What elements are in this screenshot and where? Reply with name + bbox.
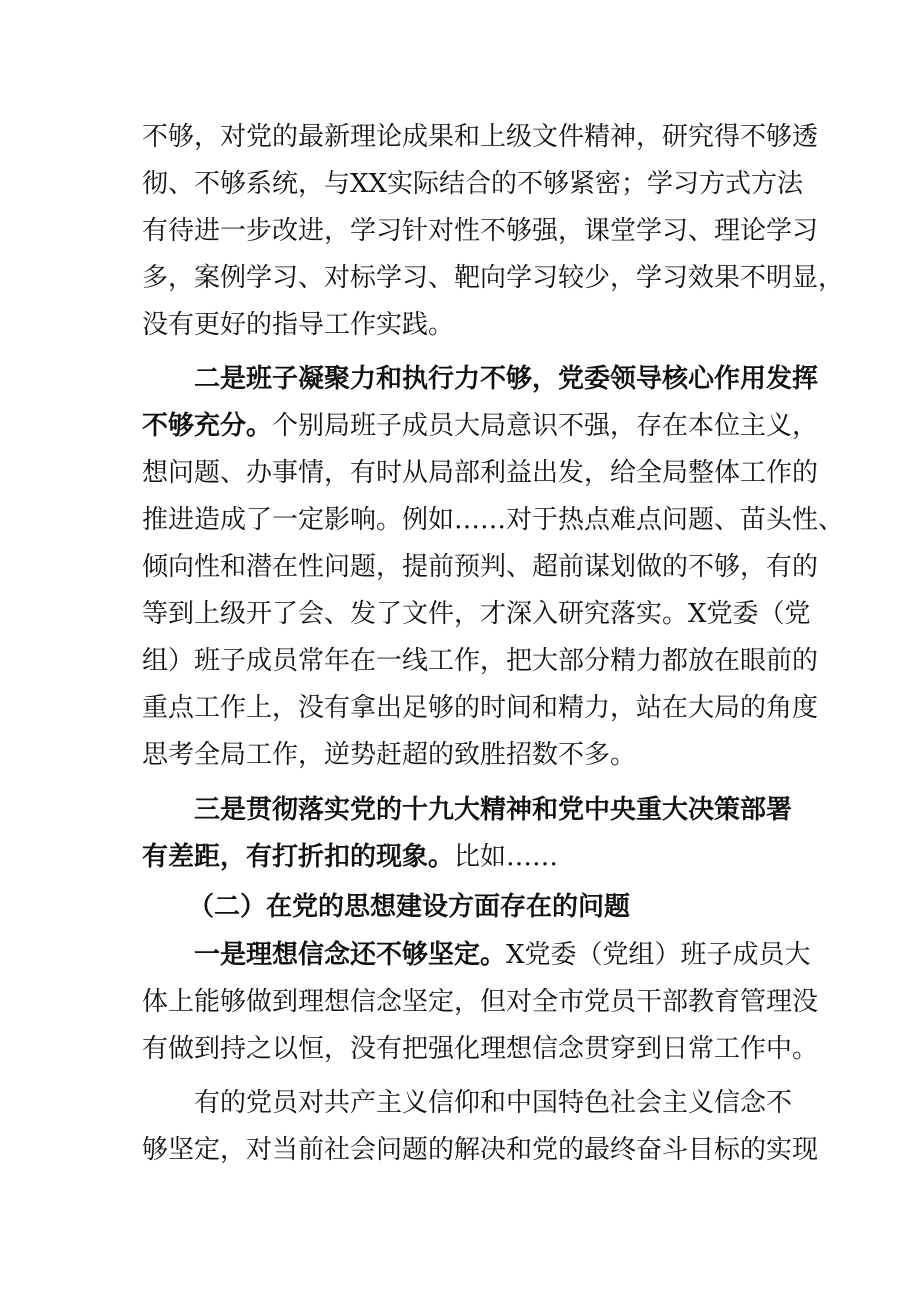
text-line: 体上能够做到理想信念坚定，但对全市党员干部教育管理没 [142,987,819,1017]
text-line: 一是理想信念还不够坚定。X党委（党组）班子成员大 [194,940,811,970]
section-heading: （二）在党的思想建设方面存在的问题 [188,892,631,922]
text-line: 倾向性和潜在性问题，提前预判、超前谋划做的不够，有的 [142,552,819,582]
text-line: 够坚定，对当前社会问题的解决和党的最终奋斗目标的实现 [142,1135,819,1165]
text-line: 彻、不够系统，与XX实际结合的不够紧密；学习方式方法 [142,169,804,199]
text-line: 等到上级开了会、发了文件，才深入研究落实。X党委（党 [142,599,811,629]
text-line: 多，案例学习、对标学习、靶向学习较少，学习效果不明显， [142,263,845,293]
text-line: 不够，对党的最新理论成果和上级文件精神，研究得不够透 [142,122,819,152]
text-line: 有做到持之以恒，没有把强化理想信念贯穿到日常工作中。 [142,1034,819,1064]
text-line: 组）班子成员常年在一线工作，把大部分精力都放在眼前的 [142,646,819,676]
text-line: 没有更好的指导工作实践。 [142,310,455,340]
text-line: 不够充分。个别局班子成员大局意识不强，存在本位主义， [142,411,819,441]
text-line: 思考全局工作，逆势赶超的致胜招数不多。 [142,740,637,770]
text-line: 有的党员对共产主义信仰和中国特色社会主义信念不 [194,1088,793,1118]
paragraph-heading-line: 三是贯彻落实党的十九大精神和党中央重大决策部署 [194,795,793,825]
text-line: 推进造成了一定影响。例如……对于热点难点问题、苗头性、 [142,505,845,535]
text-line: 想问题、办事情，有时从局部利益出发，给全局整体工作的 [142,458,819,488]
text-line: 重点工作上，没有拿出足够的时间和精力，站在大局的角度 [142,693,819,723]
text-line: 有待进一步改进，学习针对性不够强，课堂学习、理论学习 [142,216,819,246]
paragraph-heading-line: 二是班子凝聚力和执行力不够，党委领导核心作用发挥 [194,364,819,394]
text-line: 有差距，有打折扣的现象。比如…… [142,842,559,872]
